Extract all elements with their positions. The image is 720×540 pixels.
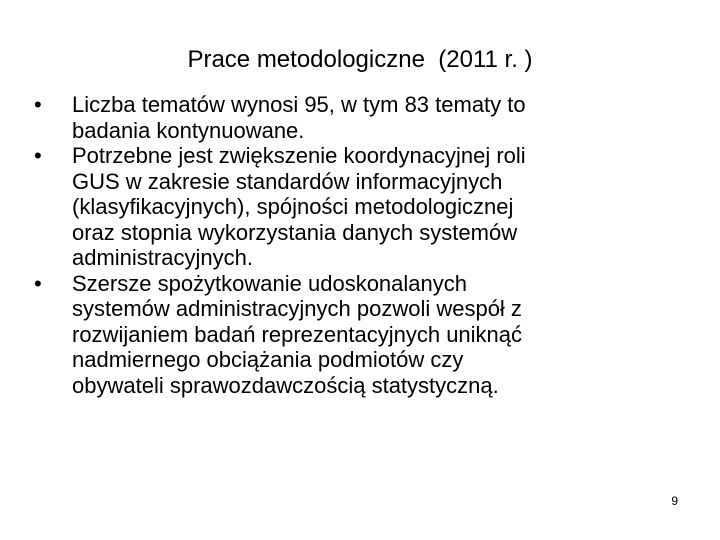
bullet-line: rozwijaniem badań reprezentacyjnych uniknąć — [72, 321, 523, 347]
bullet-marker: • — [34, 92, 42, 117]
bullet-line: Potrzebne jest zwiększenie koordynacyjnej roli — [72, 143, 526, 168]
bullet-line: administracyjnych. — [72, 245, 253, 270]
bullet-line: oraz stopnia wykorzystania danych systemów — [72, 219, 518, 245]
bullet-item-3 — [34, 271, 706, 399]
bullet-line: badania kontynuowane. — [72, 117, 305, 143]
bullet-line: systemów administracyjnych pozwoli wespół z — [72, 296, 522, 321]
bullet-line: (klasyfikacyjnych), spójności metodologicznej — [72, 194, 514, 219]
bullet-item-1 — [34, 92, 706, 143]
bullet-line: obywateli sprawozdawczością statystyczną. — [72, 372, 499, 398]
bullet-marker: • — [34, 270, 42, 296]
bullet-item-2 — [34, 143, 706, 271]
bullet-marker: • — [34, 143, 42, 168]
bullet-line: Szersze spożytkowanie udoskonalanych — [72, 270, 468, 296]
bullet-line: nadmiernego obciążania podmiotów czy — [72, 347, 464, 372]
bullet-line: Liczba tematów wynosi 95, w tym 83 tematy to — [72, 92, 526, 117]
page-number: 9 — [671, 494, 678, 508]
slide-title: Prace metodologiczne (2011 r. ) — [187, 46, 533, 73]
bullet-list — [34, 92, 706, 398]
bullet-line: GUS w zakresie standardów informacyjnych — [72, 168, 503, 194]
